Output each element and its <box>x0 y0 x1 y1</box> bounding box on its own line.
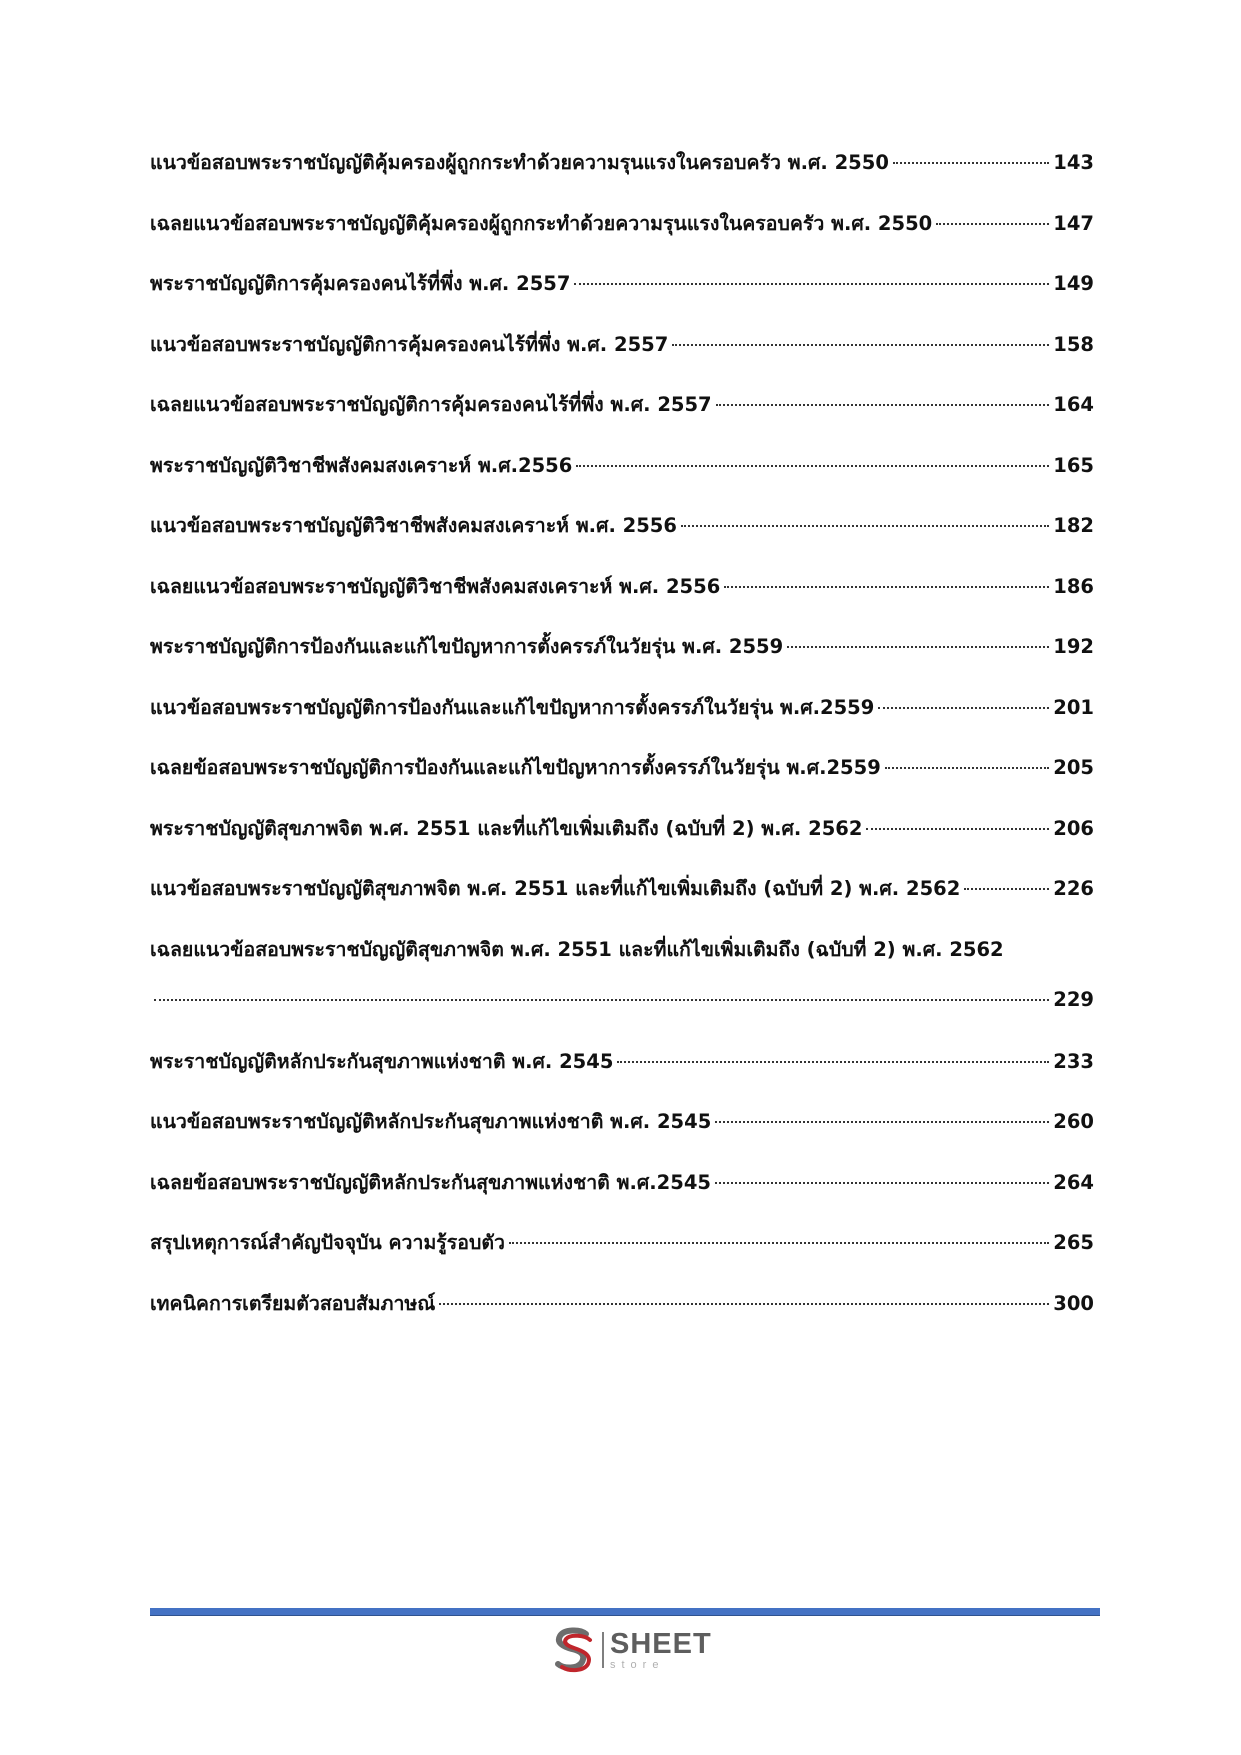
toc-entry-page: 265 <box>1053 1231 1094 1254</box>
toc-leader-dots <box>716 404 1050 406</box>
toc-leader-dots <box>439 1303 1049 1305</box>
toc-entry-title: เทคนิคการเตรียมตัวสอบสัมภาษณ์ <box>150 1291 436 1315</box>
toc-entry[interactable] <box>150 695 1094 756</box>
toc-entry-title: พระราชบัญญัติการคุ้มครองคนไร้ที่พึ่ง พ.ศ. 2557 <box>150 272 571 295</box>
toc-entry-page: 206 <box>1053 816 1094 840</box>
footer-divider <box>150 1608 1100 1616</box>
toc-entry-page: 233 <box>1053 1049 1094 1073</box>
toc-entry[interactable] <box>150 1049 1094 1110</box>
sheet-store-logo <box>552 1625 712 1675</box>
toc-entry-title: แนวข้อสอบพระราชบัญญัติการคุ้มครองคนไร้ที่พึ่ง พ.ศ. 2557 <box>150 332 669 356</box>
toc-entry-title: แนวข้อสอบพระราชบัญญัติสุขภาพจิต พ.ศ. 2551 และที่แก้ไขเพิ่มเติมถึง (ฉบับที่ 2) พ.ศ. 2562 <box>150 877 961 900</box>
toc-entry[interactable] <box>150 1170 1094 1231</box>
toc-leader-dots <box>672 344 1049 346</box>
toc-leader-dots <box>893 162 1049 164</box>
toc-entry-title: แนวข้อสอบพระราชบัญญัติวิชาชีพสังคมสงเคราะห์ พ.ศ. 2556 <box>150 514 677 537</box>
toc-entry-title: แนวข้อสอบพระราชบัญญัติหลักประกันสุขภาพแห่งชาติ พ.ศ. 2545 <box>150 1110 712 1133</box>
toc-entry[interactable] <box>150 574 1094 635</box>
toc-entry-title: เฉลยแนวข้อสอบพระราชบัญญัติการคุ้มครองคนไร้ที่พึ่ง พ.ศ. 2557 <box>150 393 712 416</box>
toc-leader-dots <box>154 999 1049 1001</box>
toc-entry-page: 165 <box>1053 453 1094 477</box>
table-of-contents <box>150 150 1094 1351</box>
toc-leader-dots <box>715 1121 1049 1123</box>
toc-entry-title: พระราชบัญญัติหลักประกันสุขภาพแห่งชาติ พ.ศ. 2545 <box>150 1049 614 1073</box>
toc-entry-title: เฉลยแนวข้อสอบพระราชบัญญัติสุขภาพจิต พ.ศ. 2551 และที่แก้ไขเพิ่มเติมถึง (ฉบับที่ 2) พ.ศ. 2562 <box>150 937 1004 961</box>
toc-entry-page: 201 <box>1053 695 1094 719</box>
toc-entry[interactable] <box>150 271 1094 332</box>
toc-entry[interactable] <box>150 150 1094 211</box>
toc-leader-dots <box>576 465 1049 467</box>
logo-separator <box>602 1632 604 1668</box>
toc-entry[interactable] <box>150 876 1094 937</box>
toc-entry-page: 264 <box>1053 1170 1094 1194</box>
toc-entry-title: แนวข้อสอบพระราชบัญญัติคุ้มครองผู้ถูกกระทำด้วยความรุนแรงในครอบครัว พ.ศ. 2550 <box>150 151 889 174</box>
toc-leader-dots <box>885 767 1050 769</box>
toc-entry[interactable] <box>150 211 1094 272</box>
toc-leader-dots <box>866 828 1049 830</box>
toc-entry[interactable] <box>150 332 1094 393</box>
toc-entry-title: พระราชบัญญัติสุขภาพจิต พ.ศ. 2551 และที่แก้ไขเพิ่มเติมถึง (ฉบับที่ 2) พ.ศ. 2562 <box>150 816 863 840</box>
toc-entry-page: 260 <box>1053 1110 1094 1133</box>
toc-leader-dots <box>936 223 1049 225</box>
toc-entry-page: 205 <box>1053 756 1094 779</box>
toc-leader-dots <box>724 586 1049 588</box>
toc-entry[interactable] <box>150 816 1094 877</box>
toc-entry-page: 192 <box>1053 635 1094 658</box>
toc-entry-title: สรุปเหตุการณ์สำคัญปัจจุบัน ความรู้รอบตัว <box>150 1231 505 1254</box>
toc-leader-dots <box>617 1061 1049 1063</box>
toc-entry-page: 158 <box>1053 332 1094 356</box>
toc-entry-title: เฉลยข้อสอบพระราชบัญญัติการป้องกันและแก้ไขปัญหาการตั้งครรภ์ในวัยรุ่น พ.ศ.2559 <box>150 756 881 779</box>
toc-entry-page: 226 <box>1053 877 1094 900</box>
toc-leader-dots <box>574 283 1049 285</box>
toc-entry[interactable] <box>150 937 1094 1049</box>
toc-entry-page: 164 <box>1053 393 1094 416</box>
toc-leader-dots <box>715 1182 1049 1184</box>
toc-entry-page: 149 <box>1053 272 1094 295</box>
logo-subtitle: store <box>610 1658 665 1671</box>
toc-leader-dots <box>878 707 1049 709</box>
toc-entry-page: 186 <box>1053 574 1094 598</box>
toc-leader-dots <box>509 1242 1049 1244</box>
toc-entry-title: แนวข้อสอบพระราชบัญญัติการป้องกันและแก้ไขปัญหาการตั้งครรภ์ในวัยรุ่น พ.ศ.2559 <box>150 695 875 719</box>
toc-entry[interactable] <box>150 513 1094 574</box>
toc-entry-title: เฉลยข้อสอบพระราชบัญญัติหลักประกันสุขภาพแห่งชาติ พ.ศ.2545 <box>150 1170 711 1194</box>
toc-entry-title: เฉลยแนวข้อสอบพระราชบัญญัติคุ้มครองผู้ถูกกระทำด้วยความรุนแรงในครอบครัว พ.ศ. 2550 <box>150 211 933 235</box>
toc-entry-title: พระราชบัญญัติการป้องกันและแก้ไขปัญหาการตั้งครรภ์ในวัยรุ่น พ.ศ. 2559 <box>150 635 784 658</box>
toc-entry[interactable] <box>150 1109 1094 1170</box>
toc-entry-title: พระราชบัญญัติวิชาชีพสังคมสงเคราะห์ พ.ศ.2556 <box>150 453 573 477</box>
toc-entry-page: 229 <box>1053 987 1094 1011</box>
toc-leader-dots <box>787 646 1049 648</box>
sheet-store-s-icon <box>552 1626 596 1674</box>
toc-entry-page: 143 <box>1053 151 1094 174</box>
toc-entry[interactable] <box>150 1230 1094 1291</box>
toc-entry[interactable] <box>150 1291 1094 1352</box>
toc-entry-page: 300 <box>1053 1291 1094 1315</box>
toc-entry[interactable] <box>150 755 1094 816</box>
toc-leader-dots <box>964 888 1049 890</box>
toc-entry-title: เฉลยแนวข้อสอบพระราชบัญญัติวิชาชีพสังคมสงเคราะห์ พ.ศ. 2556 <box>150 574 721 598</box>
toc-entry[interactable] <box>150 453 1094 514</box>
toc-entry-page: 147 <box>1053 211 1094 235</box>
toc-entry-page: 182 <box>1053 514 1094 537</box>
toc-entry[interactable] <box>150 392 1094 453</box>
toc-entry[interactable] <box>150 634 1094 695</box>
logo-wordmark: SHEET <box>610 1627 712 1660</box>
toc-leader-dots <box>681 525 1049 527</box>
